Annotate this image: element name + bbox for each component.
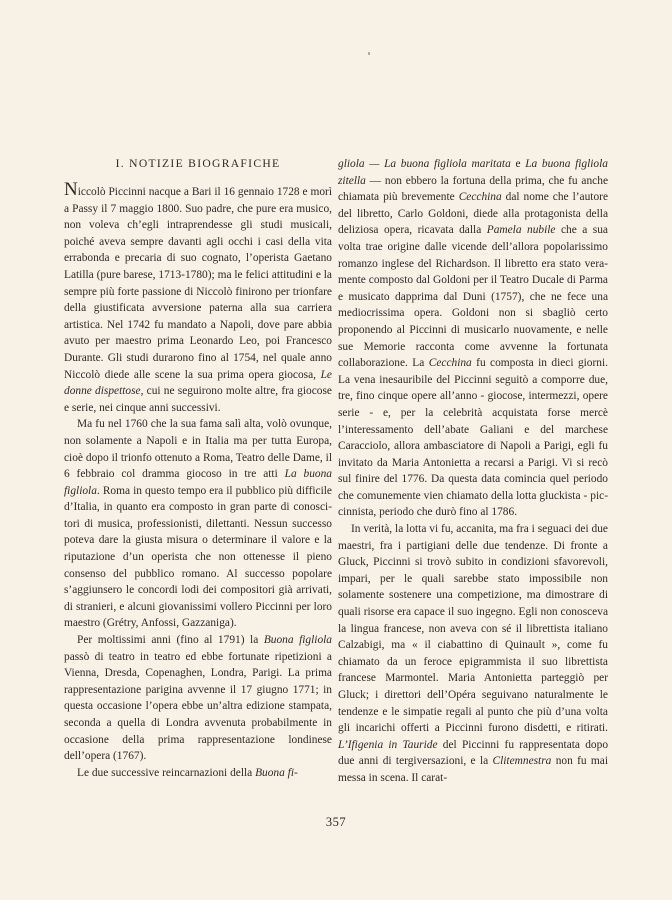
paper-mark xyxy=(368,52,370,55)
paragraph-5: gliola — La buona figliola maritata e La buona figliola zitella — non ebbero la fortuna della prima, che fu anche chiamata più brevemente Cecchina dal nome che l’autore del libretto, Carlo Goldoni, diede alla protagonista della deliziosa opera, ricavata dalla Pamela nubile che a sua volta trae origine dalle vicende dell’allora popolarissimo romanzo inglese del Richardson. Il libretto era stato veramente composto dal Goldoni per il Teatro Ducale di Parma e musicato dapprima dal Duni (1757), che ne fece una mediocrissima opera. Goldoni non si sbagliò certo proponendo al Piccinni di musicarlo nuovamente, e nelle sue Memorie racconta come avvenne la fortunata collaborazione. La Cecchina fu composta in dieci giorni. La vena inesauribile del Piccinni seguitò a comporre due, tre, fino cinque opere all’anno - giocose, intermezzi, opere serie - e, per la celebrità acquistata forse mercè l’interessamento dell’abate Galiani e del marchese Caracciolo, allora ambasciatore di Napoli a Parigi, egli fu invitato da Maria Antonietta a recarsi a Parigi. Vi si recò sul finire del 1776. Da questa data comincia quel periodo che comunemente vien chiamato della lotta gluckista - piccinnista, periodo che durò fino al 1786. xyxy=(338,158,608,519)
work-title: Cecchina xyxy=(428,357,472,370)
work-title: L’Ifigenia in Tauride xyxy=(338,738,438,751)
paragraph-2: Ma fu nel 1760 che la sua fama salì alta, volò ovunque, non solamente a Napoli e in Italia ma per tutta Europa, cioè dopo il trionfo ottenuto a Roma, Teatro delle Dame, il 6 febbraio col dramma giocoso in tre atti La buona figliola. Roma in questo tempo era il pubblico più difficile d’Italia, in quanto era composto in gran parte di conoscitori di musica, professionisti, dilettanti. Nessun successo poteva dare la giusta misura o determinare il valore e la riputazione d’un operista che non ottenesse il pieno consenso del pubblico romano. Al successo popolare s’aggiunsero le concordi lodi dei compositori già arrivati, di stranieri, e alcuni giovanissimi vollero Piccinni per loro maestro (Grétry, Anfossi, Gazzaniga). xyxy=(64,418,332,630)
right-column xyxy=(338,156,608,787)
paragraph-1: Niccolò Piccinni nacque a Bari il 16 gennaio 1728 e morì a Passy il 7 maggio 1800. Suo padre, che pure era musico, non voleva ch’egli intraprendesse gli studi musicali, poiché aveva sempre davanti agli occhi i casi della vita errabonda e precaria di suo cognato, l’operista Gaetano Latilla (pure barese, 1713-1780); ma le felici attitudini e la sempre più forte passione di Niccolò finirono per trionfare della giustificata avversione paterna alla sua carriera artistica. Nel 1742 fu mandato a Napoli, dove pare abbia avuto per maestro prima Leonardo Leo, poi Francesco Durante. Gli studi durarono fino al 1754, nel quale anno Niccolò diede alle scene la sua prima opera giocosa, Le donne dispettose, cui ne seguirono molte altre, fra giocose e serie, nei cinque anni successivi. xyxy=(64,179,332,414)
work-title: Le donne dispettose xyxy=(64,368,332,398)
paragraph-4: Le due successive reincarnazioni della Buona fi- xyxy=(77,766,298,779)
work-title: gliola — La buona figliola maritata xyxy=(338,158,511,170)
paragraph-3: Per moltissimi anni (fino al 1791) la Buona figliola passò di teatro in teatro ed ebbe fortunate ripetizioni a Vienna, Dresda, Copenaghen, Londra, Parigi. La prima rappresentazione parigina avvenne il 17 giugno 1771; in questa occasione l’opera ebbe un’altra edizione stampata, seconda a quella di Londra avvenuta probabilmente in occasione della prima rappresentazione londinese dell’opera (1767). xyxy=(64,634,332,763)
left-column xyxy=(64,156,332,781)
work-title: Buona figliola xyxy=(263,634,332,647)
section-heading: I. NOTIZIE BIOGRAFICHE xyxy=(115,157,281,170)
page-number: 357 xyxy=(325,815,347,829)
work-title: Cecchina xyxy=(458,191,502,204)
paragraph-6: In verità, la lotta vi fu, accanita, ma fra i seguaci dei due maestri, fra i partigiani delle due tendenze. Di fronte a Gluck, Piccinni si trovò subito in condizioni sfavorevoli, impari, per le quali sarebbe stato impossibile non solamente sostenere una competizione, ma dimostrare di quali risorse era capace il suo ingegno. Egli non conosceva la lingua francese, non aveva con sé il librettista italiano Calzabigi, ma « il ciabattino di Quinault », come fu chiamato da un feroce epigrammista il suo librettista francese Marmontel. Maria Antonietta parteggiò per Gluck; i direttori dell’Opéra seguivano naturalmente le tendenze e le simpatie regali al punto che più d’una volta gli incarichi offerti a Piccinni furono disdetti, e ritirati. L’Ifigenia in Tauride del Piccinni fu rappresentata dopo due anni di tergiversazioni, e la Clitemnestra non fu mai messa in scena. Il carat- xyxy=(338,523,609,784)
work-title: Clitemnestra xyxy=(492,755,552,768)
work-title: Buona fi- xyxy=(255,766,298,779)
work-title: La buona figliola xyxy=(64,468,332,497)
work-title: Pamela nubile xyxy=(486,224,556,237)
drop-letter: N xyxy=(64,179,78,200)
work-title: La buona figliola zitella xyxy=(338,158,608,187)
